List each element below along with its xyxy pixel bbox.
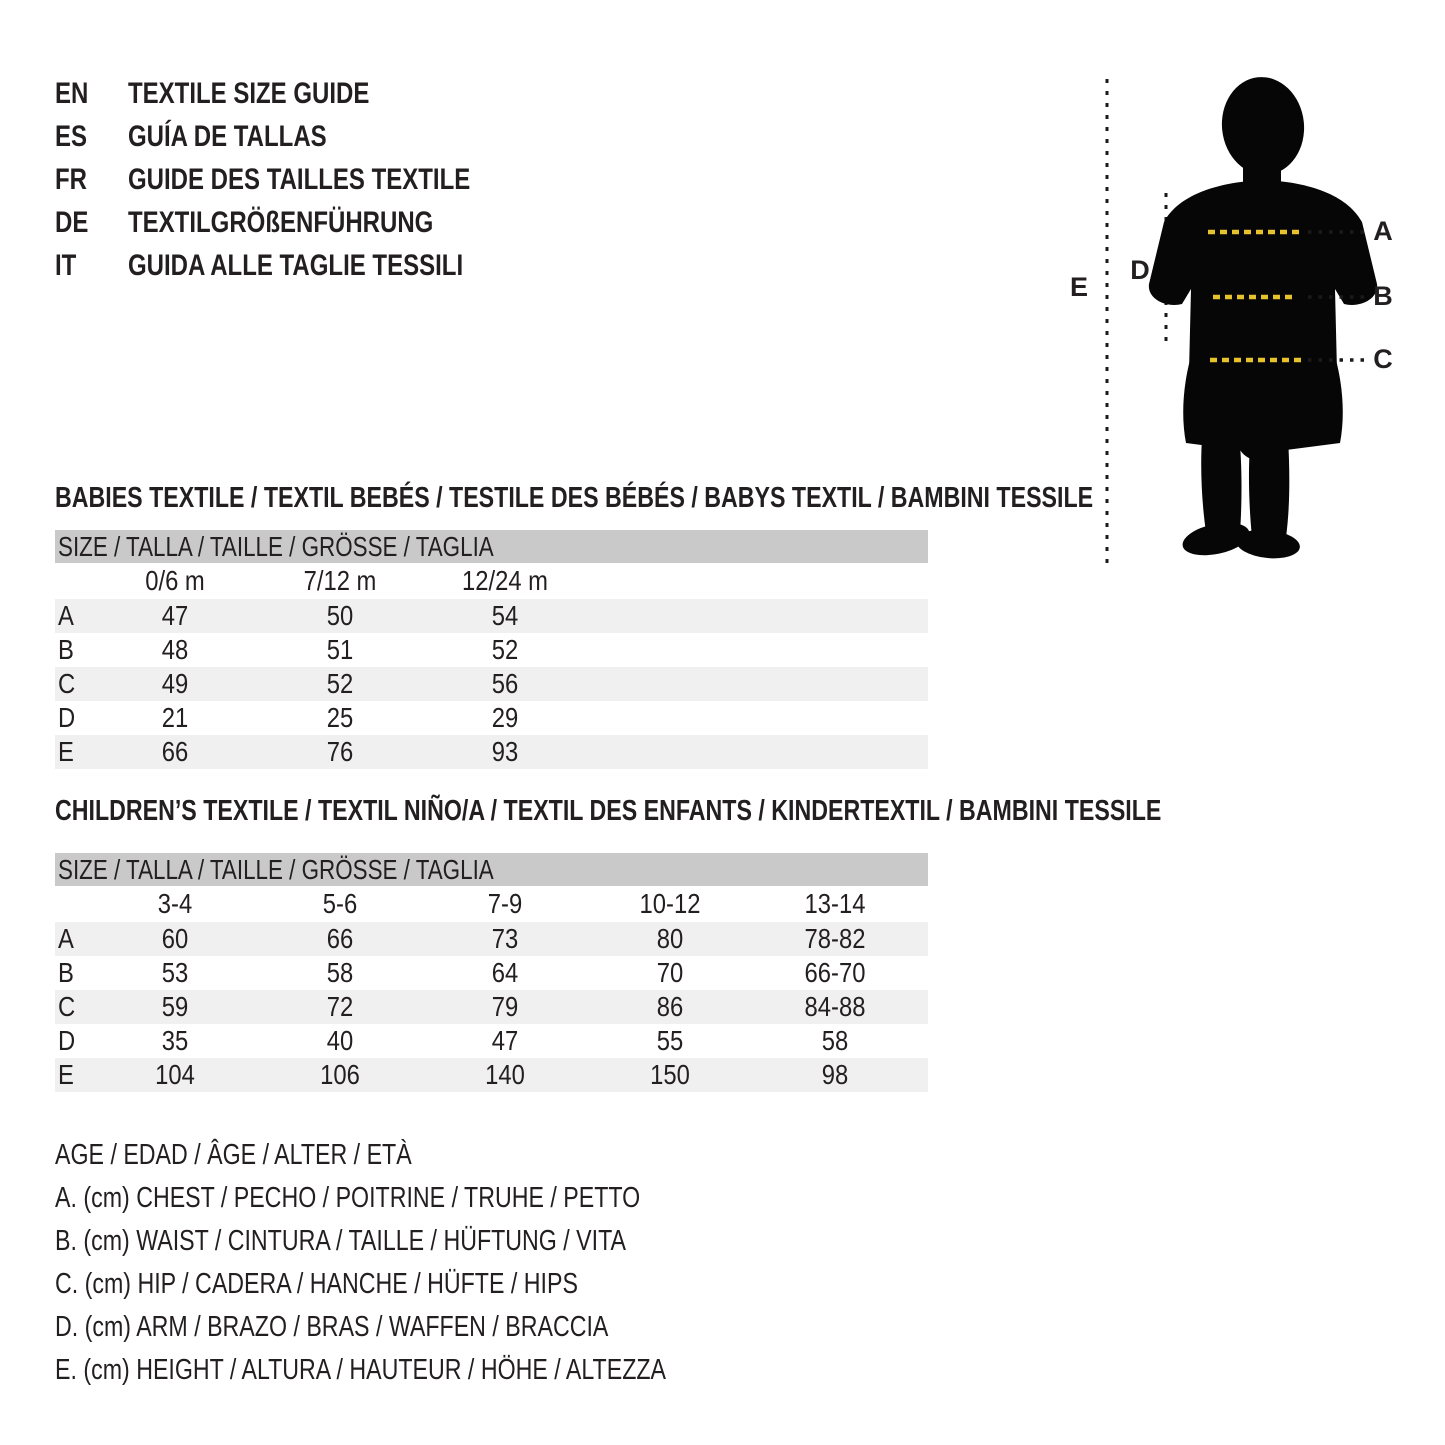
children-size-header-text: SIZE / TALLA / TAILLE / GRÖSSE / TAGLIA — [58, 854, 494, 885]
cell: 76 — [326, 736, 354, 767]
column-header: 0/6 m — [145, 565, 205, 596]
cell: 104 — [155, 1059, 195, 1090]
cell: 58 — [821, 1025, 849, 1056]
row-label: B — [58, 957, 74, 988]
cell: 21 — [161, 702, 189, 733]
lang-title-fr-text: GUIDE DES TAILLES TEXTILE — [128, 162, 471, 196]
lang-code-en — [55, 77, 128, 111]
children-section-title — [55, 797, 1438, 826]
lang-row-it — [55, 244, 556, 287]
column-header: 3-4 — [157, 888, 193, 919]
cell: 58 — [326, 957, 354, 988]
babies-size-header-bar — [55, 530, 928, 563]
cell: 54 — [491, 600, 519, 631]
lang-row-de — [55, 201, 556, 244]
lang-row-en — [55, 72, 556, 115]
row-label: D — [58, 702, 76, 733]
cell: 84-88 — [804, 991, 866, 1022]
legend-line-hip-text: C. (cm) HIP / CADERA / HANCHE / HÜFTE / HIPS — [55, 1268, 578, 1300]
table-row — [55, 990, 928, 1024]
babies-size-header-label — [58, 530, 603, 563]
table-row — [55, 922, 928, 956]
cell: 60 — [161, 923, 189, 954]
table-row — [55, 667, 928, 701]
cell: 25 — [326, 702, 354, 733]
height-label: E — [1069, 272, 1088, 302]
cell: 52 — [491, 634, 519, 665]
cell: 29 — [491, 702, 519, 733]
row-label: B — [58, 634, 74, 665]
cell: 66-70 — [804, 957, 866, 988]
language-header — [55, 72, 556, 287]
lang-code-de — [55, 206, 128, 240]
cell: 73 — [491, 923, 519, 954]
cell: 79 — [491, 991, 519, 1022]
column-header: 10-12 — [639, 888, 701, 919]
cell: 66 — [326, 923, 354, 954]
cell: 66 — [161, 736, 189, 767]
lang-title-de-text: TEXTILGRÖßENFÜHRUNG — [128, 205, 434, 239]
lang-code-es-text: ES — [55, 119, 88, 153]
table-row — [55, 956, 928, 990]
cell: 59 — [161, 991, 189, 1022]
row-label: C — [58, 668, 76, 699]
cell: 80 — [656, 923, 684, 954]
lang-code-es — [55, 120, 128, 154]
cell: 86 — [656, 991, 684, 1022]
legend-line-height — [55, 1349, 819, 1392]
cell: 50 — [326, 600, 354, 631]
lang-row-es — [55, 115, 556, 158]
babies-size-header-text: SIZE / TALLA / TAILLE / GRÖSSE / TAGLIA — [58, 531, 494, 562]
legend-line-age — [55, 1134, 819, 1177]
lang-code-en-text: EN — [55, 76, 89, 110]
cell: 98 — [821, 1059, 849, 1090]
waist-label: B — [1373, 281, 1393, 311]
children-size-header-label — [58, 853, 603, 886]
lang-title-de — [128, 206, 510, 240]
cell: 40 — [326, 1025, 354, 1056]
cell: 51 — [326, 634, 354, 665]
lang-title-en — [128, 77, 430, 111]
babies-size-table — [55, 599, 928, 769]
lang-code-it — [55, 249, 128, 283]
cell: 53 — [161, 957, 189, 988]
chest-label: A — [1373, 216, 1393, 246]
lang-title-en-text: TEXTILE SIZE GUIDE — [128, 76, 370, 110]
row-label: E — [58, 736, 74, 767]
row-label: A — [58, 923, 74, 954]
table-row — [55, 633, 928, 667]
child-silhouette-figure — [1050, 60, 1445, 600]
legend-line-hip — [55, 1263, 819, 1306]
column-header: 7-9 — [487, 888, 523, 919]
children-column-headers — [55, 886, 928, 922]
lang-code-it-text: IT — [55, 248, 77, 282]
measurement-legend — [55, 1134, 819, 1392]
cell: 70 — [656, 957, 684, 988]
cell: 78-82 — [804, 923, 866, 954]
lang-row-fr — [55, 158, 556, 201]
cell: 49 — [161, 668, 189, 699]
lang-title-es — [128, 120, 376, 154]
cell: 48 — [161, 634, 189, 665]
row-label: E — [58, 1059, 74, 1090]
lang-title-it-text: GUIDA ALLE TAGLIE TESSILI — [128, 248, 464, 282]
lang-title-it — [128, 249, 547, 283]
cell: 35 — [161, 1025, 189, 1056]
cell: 52 — [326, 668, 354, 699]
lang-code-fr — [55, 163, 128, 197]
column-header: 12/24 m — [461, 565, 548, 596]
legend-line-chest — [55, 1177, 819, 1220]
cell: 150 — [650, 1059, 690, 1090]
row-label: D — [58, 1025, 76, 1056]
row-label: A — [58, 600, 74, 631]
cell: 47 — [161, 600, 189, 631]
lang-title-es-text: GUÍA DE TALLAS — [128, 119, 327, 153]
legend-line-height-text: E. (cm) HEIGHT / ALTURA / HAUTEUR / HÖHE / ALTEZZA — [55, 1354, 667, 1386]
cell: 56 — [491, 668, 519, 699]
arm-label: D — [1130, 255, 1150, 285]
legend-line-chest-text: A. (cm) CHEST / PECHO / POITRINE / TRUHE / PETTO — [55, 1182, 641, 1214]
cell: 106 — [320, 1059, 360, 1090]
column-header: 5-6 — [322, 888, 358, 919]
column-header: 7/12 m — [303, 565, 377, 596]
cell: 93 — [491, 736, 519, 767]
legend-line-arm — [55, 1306, 819, 1349]
table-row — [55, 735, 928, 769]
cell: 55 — [656, 1025, 684, 1056]
legend-line-age-text: AGE / EDAD / ÂGE / ALTER / ETÀ — [55, 1139, 412, 1171]
column-header: 13-14 — [804, 888, 866, 919]
lang-code-fr-text: FR — [55, 162, 87, 196]
row-label: C — [58, 991, 76, 1022]
cell: 64 — [491, 957, 519, 988]
legend-line-waist — [55, 1220, 819, 1263]
children-size-header-bar — [55, 853, 928, 886]
cell: 140 — [485, 1059, 525, 1090]
legend-line-arm-text: D. (cm) ARM / BRAZO / BRAS / WAFFEN / BRACCIA — [55, 1311, 609, 1343]
children-section-title-text: CHILDREN’S TEXTILE / TEXTIL NIÑO/A / TEXTIL DES ENFANTS / KINDERTEXTIL / BAMBINI TESSILE — [55, 795, 1162, 827]
legend-line-waist-text: B. (cm) WAIST / CINTURA / TAILLE / HÜFTUNG / VITA — [55, 1225, 627, 1257]
babies-column-headers — [55, 563, 928, 599]
children-size-table — [55, 922, 928, 1092]
hip-label: C — [1373, 344, 1393, 374]
lang-code-de-text: DE — [55, 205, 89, 239]
babies-section-title-text: BABIES TEXTILE / TEXTIL BEBÉS / TESTILE DES BÉBÉS / BABYS TEXTIL / BAMBINI TESSILE — [55, 482, 1094, 514]
lang-title-fr — [128, 163, 556, 197]
cell: 72 — [326, 991, 354, 1022]
table-row — [55, 1024, 928, 1058]
table-row — [55, 599, 928, 633]
table-row — [55, 701, 928, 735]
cell: 47 — [491, 1025, 519, 1056]
table-row — [55, 1058, 928, 1092]
babies-section-title — [55, 484, 1353, 513]
